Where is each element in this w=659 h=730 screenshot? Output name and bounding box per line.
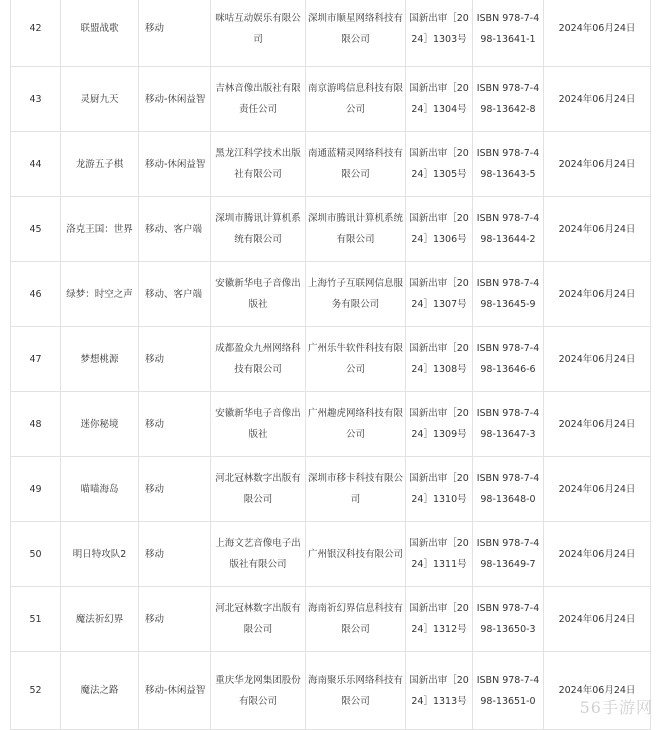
publisher-cell: 吉林音像出版社有限责任公司 <box>211 67 306 132</box>
publisher-cell: 成都盈众九州网络科技有限公司 <box>211 327 306 392</box>
publisher-cell: 安徽新华电子音像出版社 <box>211 262 306 327</box>
approval-number-cell: 国新出审［2024］1311号 <box>406 522 473 587</box>
game-name-cell: 绿梦：时空之声 <box>61 262 139 327</box>
site-watermark: 56手游网 <box>579 698 653 717</box>
isbn-cell: ISBN 978-7-498-13648-0 <box>473 457 544 522</box>
game-type-cell: 移动-休闲益智 <box>139 652 211 730</box>
game-type-cell: 移动 <box>139 392 211 457</box>
isbn-cell: ISBN 978-7-498-13642-8 <box>473 67 544 132</box>
row-number-cell: 49 <box>11 457 61 522</box>
publisher-cell: 河北冠林数字出版有限公司 <box>211 457 306 522</box>
approval-date-cell: 2024年06月24日 <box>544 652 651 730</box>
game-type-cell: 移动 <box>139 587 211 652</box>
row-number-cell: 48 <box>11 392 61 457</box>
approval-date-cell: 2024年06月24日 <box>544 0 651 67</box>
table-row <box>11 587 651 652</box>
game-type-cell: 移动、客户端 <box>139 197 211 262</box>
operator-cell: 海南祈幻界信息科技有限公司 <box>306 587 406 652</box>
table-row <box>11 457 651 522</box>
publisher-cell: 重庆华龙网集团股份有限公司 <box>211 652 306 730</box>
row-number-cell: 50 <box>11 522 61 587</box>
isbn-cell: ISBN 978-7-498-13643-5 <box>473 132 544 197</box>
publisher-cell: 安徽新华电子音像出版社 <box>211 392 306 457</box>
table-row <box>11 262 651 327</box>
approval-date-cell: 2024年06月24日 <box>544 587 651 652</box>
game-name-cell: 魔法祈幻界 <box>61 587 139 652</box>
operator-cell: 广州趣虎网络科技有限公司 <box>306 392 406 457</box>
isbn-cell: ISBN 978-7-498-13644-2 <box>473 197 544 262</box>
game-type-cell: 移动-休闲益智 <box>139 67 211 132</box>
table-row <box>11 392 651 457</box>
table-row <box>11 132 651 197</box>
row-number-cell: 47 <box>11 327 61 392</box>
game-type-cell: 移动 <box>139 327 211 392</box>
row-number-cell: 42 <box>11 0 61 67</box>
approval-number-cell: 国新出审［2024］1309号 <box>406 392 473 457</box>
isbn-cell: ISBN 978-7-498-13650-3 <box>473 587 544 652</box>
table-row <box>11 197 651 262</box>
isbn-cell: ISBN 978-7-498-13649-7 <box>473 522 544 587</box>
approval-number-cell: 国新出审［2024］1312号 <box>406 587 473 652</box>
publisher-cell: 河北冠林数字出版有限公司 <box>211 587 306 652</box>
approval-date-cell: 2024年06月24日 <box>544 197 651 262</box>
row-number-cell: 44 <box>11 132 61 197</box>
publisher-cell: 咪咕互动娱乐有限公司 <box>211 0 306 67</box>
game-name-cell: 洛克王国：世界 <box>61 197 139 262</box>
approval-number-cell: 国新出审［2024］1306号 <box>406 197 473 262</box>
game-name-cell: 魔法之路 <box>61 652 139 730</box>
approval-number-cell: 国新出审［2024］1313号 <box>406 652 473 730</box>
row-number-cell: 45 <box>11 197 61 262</box>
table-row <box>11 522 651 587</box>
approval-date-cell: 2024年06月24日 <box>544 392 651 457</box>
approval-date-cell: 2024年06月24日 <box>544 327 651 392</box>
game-name-cell: 迷你秘境 <box>61 392 139 457</box>
game-type-cell: 移动 <box>139 457 211 522</box>
operator-cell: 深圳市腾讯计算机系统有限公司 <box>306 197 406 262</box>
table-row <box>11 327 651 392</box>
approval-number-cell: 国新出审［2024］1310号 <box>406 457 473 522</box>
isbn-cell: ISBN 978-7-498-13645-9 <box>473 262 544 327</box>
approval-number-cell: 国新出审［2024］1305号 <box>406 132 473 197</box>
approval-date-cell: 2024年06月24日 <box>544 262 651 327</box>
isbn-cell: ISBN 978-7-498-13651-0 <box>473 652 544 730</box>
game-name-cell: 梦想桃源 <box>61 327 139 392</box>
operator-cell: 广州乐牛软件科技有限公司 <box>306 327 406 392</box>
approval-number-cell: 国新出审［2024］1308号 <box>406 327 473 392</box>
operator-cell: 上海竹子互联网信息服务有限公司 <box>306 262 406 327</box>
game-type-cell: 移动、客户端 <box>139 262 211 327</box>
approval-number-cell: 国新出审［2024］1303号 <box>406 0 473 67</box>
table-row <box>11 67 651 132</box>
game-name-cell: 联盟战歌 <box>61 0 139 67</box>
game-name-cell: 龙游五子棋 <box>61 132 139 197</box>
isbn-cell: ISBN 978-7-498-13641-1 <box>473 0 544 67</box>
publisher-cell: 上海文艺音像电子出版社有限公司 <box>211 522 306 587</box>
game-approval-table <box>10 0 651 730</box>
game-name-cell: 灵厨九天 <box>61 67 139 132</box>
publisher-cell: 黑龙江科学技术出版社有限公司 <box>211 132 306 197</box>
table-row <box>11 652 651 730</box>
approval-date-cell: 2024年06月24日 <box>544 132 651 197</box>
game-name-cell: 明日特攻队2 <box>61 522 139 587</box>
game-type-cell: 移动-休闲益智 <box>139 132 211 197</box>
approval-number-cell: 国新出审［2024］1304号 <box>406 67 473 132</box>
operator-cell: 南通蓝精灵网络科技有限公司 <box>306 132 406 197</box>
game-name-cell: 喵喵海岛 <box>61 457 139 522</box>
row-number-cell: 51 <box>11 587 61 652</box>
operator-cell: 广州银汉科技有限公司 <box>306 522 406 587</box>
operator-cell: 深圳市顺星网络科技有限公司 <box>306 0 406 67</box>
operator-cell: 深圳市移卡科技有限公司 <box>306 457 406 522</box>
approval-date-cell: 2024年06月24日 <box>544 67 651 132</box>
operator-cell: 海南聚乐乐网络科技有限公司 <box>306 652 406 730</box>
row-number-cell: 43 <box>11 67 61 132</box>
approval-date-cell: 2024年06月24日 <box>544 457 651 522</box>
operator-cell: 南京游鸣信息科技有限公司 <box>306 67 406 132</box>
approval-date-cell: 2024年06月24日 <box>544 522 651 587</box>
row-number-cell: 52 <box>11 652 61 730</box>
isbn-cell: ISBN 978-7-498-13646-6 <box>473 327 544 392</box>
game-type-cell: 移动 <box>139 0 211 67</box>
row-number-cell: 46 <box>11 262 61 327</box>
approval-number-cell: 国新出审［2024］1307号 <box>406 262 473 327</box>
isbn-cell: ISBN 978-7-498-13647-3 <box>473 392 544 457</box>
game-type-cell: 移动 <box>139 522 211 587</box>
table-row <box>11 0 651 67</box>
publisher-cell: 深圳市腾讯计算机系统有限公司 <box>211 197 306 262</box>
